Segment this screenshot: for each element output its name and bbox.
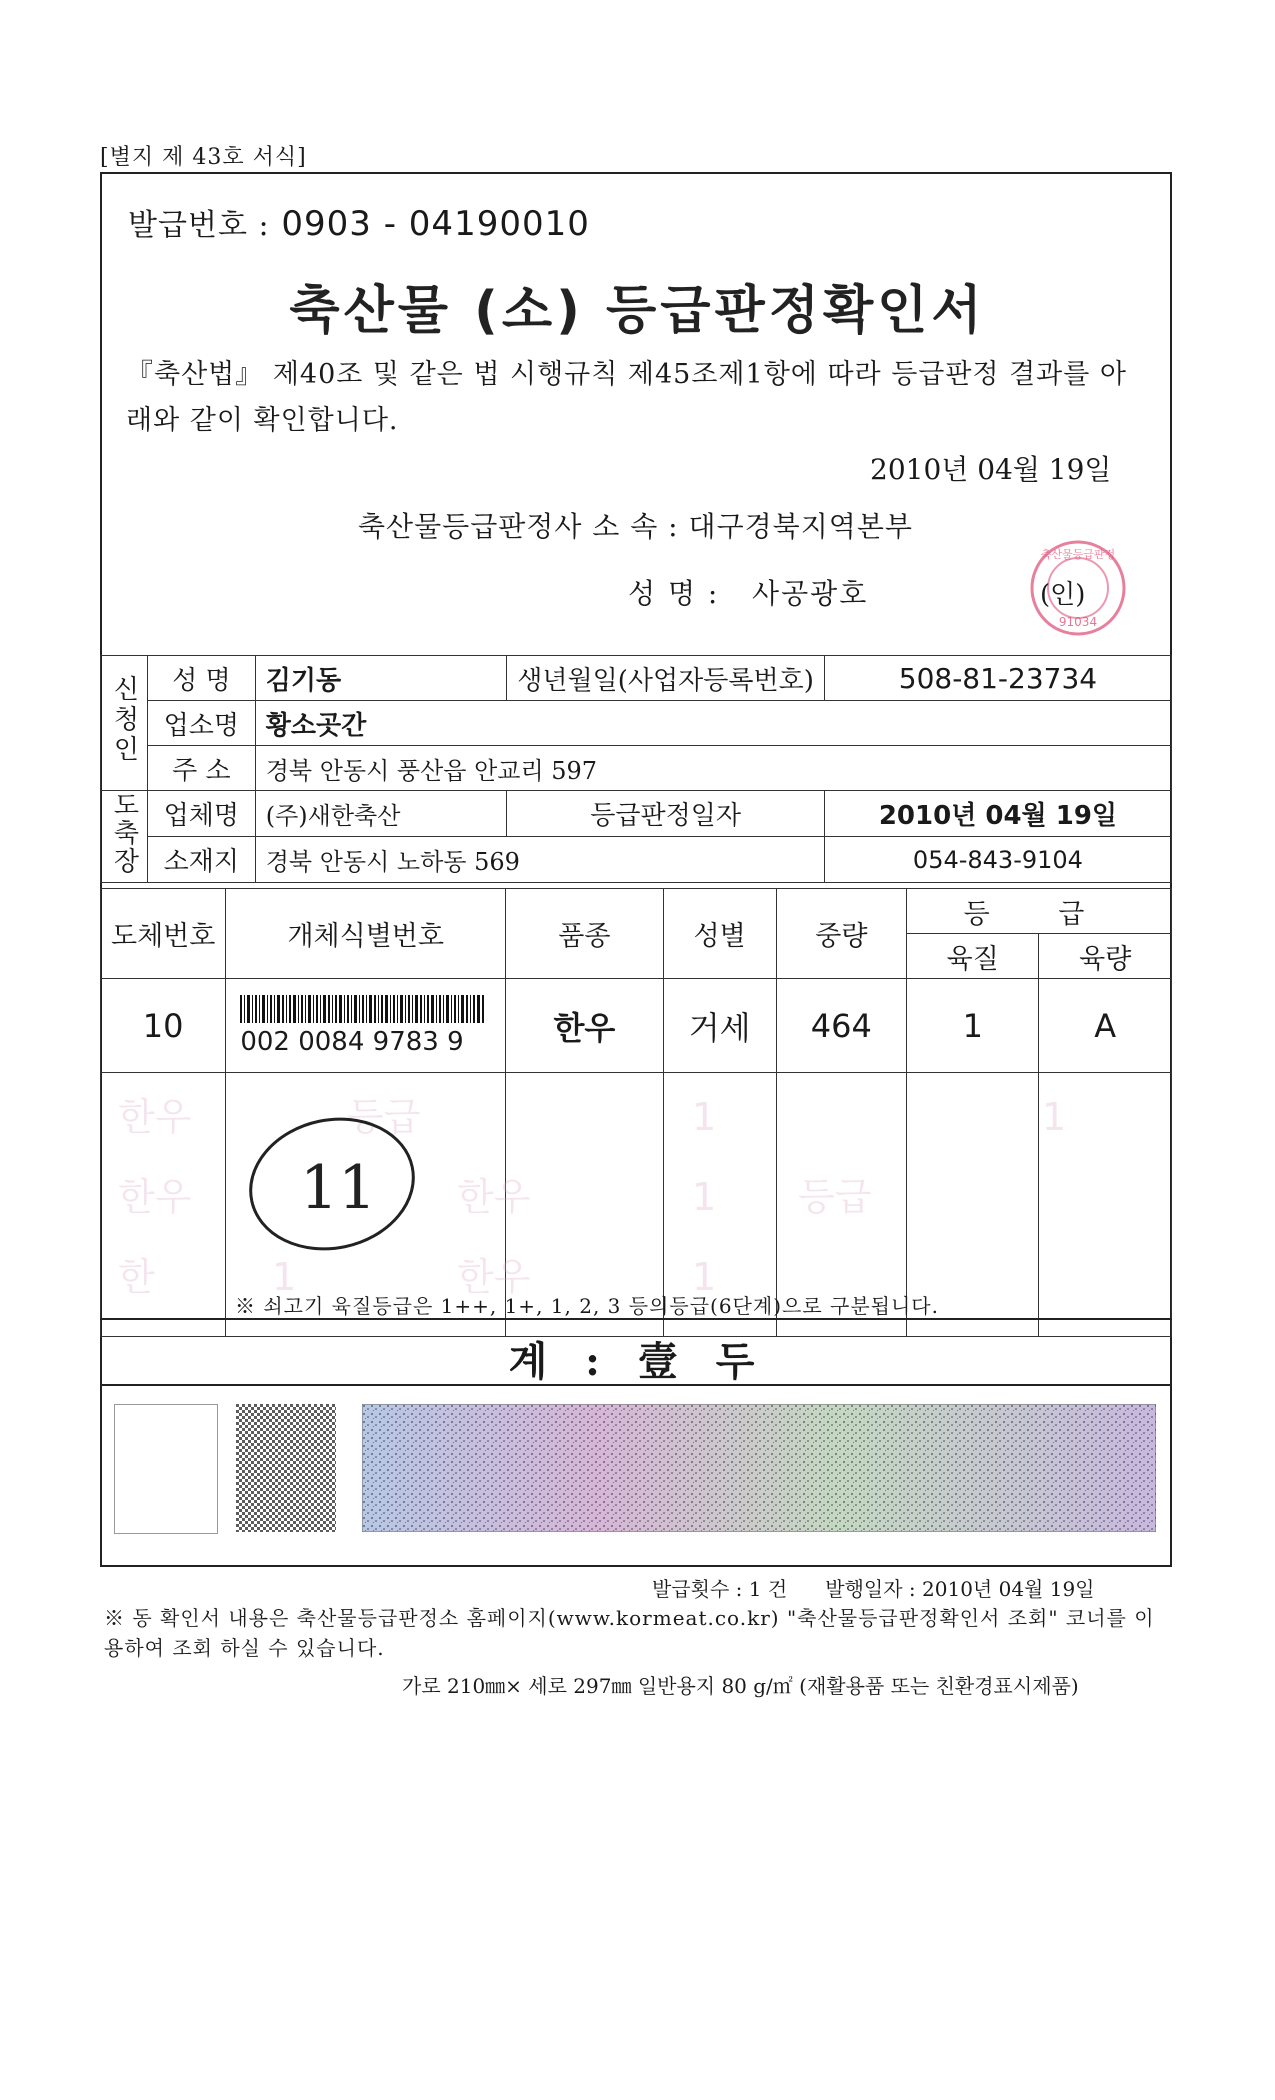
handwritten-number: 11 [300,1153,377,1223]
grade-note: ※ 쇠고기 육질등급은 1++, 1+, 1, 2, 3 등의등급(6단계)으로 구분됩니다. [235,1294,939,1318]
business-name-label: 업소명 [147,701,255,746]
applicant-address: 경북 안동시 풍산읍 안교리 597 [255,746,1171,791]
grader-affiliation [358,505,913,545]
breed-value: 한우 [506,979,664,1073]
yield-grade-header: 육량 [1039,934,1172,979]
notice-text: ※ 동 확인서 내용은 축산물등급판정소 홈페이지(www.kormeat.co.kr) "축산물등급판정확인서 조회" 코너를 이용하여 조회 하실 수 있습니다. [104,1606,1155,1660]
security-box [114,1404,218,1534]
svg-text:1: 1 [692,1175,717,1219]
form-number-label: [별지 제 43호 서식] [100,145,307,170]
breed-header: 품종 [506,889,664,979]
svg-text:등급: 등급 [347,1095,421,1139]
party-info-table [100,655,1172,883]
carcass-number: 10 [101,979,226,1073]
svg-text:한우: 한우 [118,1095,192,1139]
intro-text: 『축산법』 제40조 및 같은 법 시행규칙 제45조제1항에 따라 등급판정 결과를 아래와 같이 확인합니다. [126,359,1128,436]
location-value: 경북 안동시 노하동 569 [255,837,824,883]
location-label: 소재지 [147,837,255,883]
issue-number [128,200,590,244]
issue-number-value: 0903 - 04190010 [281,204,590,244]
quality-grade-header: 육질 [907,934,1039,979]
issue-number-label: 발급번호 : [128,208,270,243]
company-label: 업체명 [147,791,255,837]
slaughterhouse-section-label [101,791,148,883]
svg-text:1: 1 [1042,1095,1067,1139]
seal-number: 91034 [1058,615,1098,629]
applicant-birth: 508-81-23734 [824,656,1171,701]
applicant-name-label: 성 명 [147,656,255,701]
applicant-name: 김기동 [255,656,507,701]
total-divider-bottom [100,1384,1172,1386]
grader-affiliation-label: 축산물등급판정사 소 속 : [358,510,679,543]
grader-affiliation-value: 대구경북지역본부 [688,510,913,543]
id-number-header: 개체식별번호 [226,889,506,979]
sex-header: 성별 [663,889,776,979]
seal-label: (인) [1040,580,1086,610]
weight-value: 464 [776,979,906,1073]
barcode-icon [240,995,484,1023]
applicant-address-label: 주 소 [147,746,255,791]
paper-spec: 가로 210㎜× 세로 297㎜ 일반용지 80 g/㎡ (재활용품 또는 친환경표시제품) [402,1674,1079,1698]
grading-date: 2010년 04월 19일 [824,791,1171,837]
grade-header: 등 급 [907,889,1172,934]
grader-name-value: 사공광호 [752,577,869,610]
grader-name-label: 성 명 : [628,577,720,610]
company-name: (주)새한축산 [255,791,507,837]
grading-date-label: 등급판정일자 [507,791,825,837]
2d-code-icon [236,1404,336,1532]
issue-summary [652,1573,1095,1602]
yield-grade-value: A [1039,979,1172,1073]
grader-name [628,572,868,612]
seal-text: 축산물등급판정 [1040,548,1116,561]
security-pattern-icon [362,1404,1156,1532]
applicant-birth-label: 생년월일(사업자등록번호) [507,656,825,701]
issue-count: 발급횟수 : 1 건 [652,1577,788,1601]
svg-text:1: 1 [692,1095,717,1139]
id-number-cell [226,979,506,1073]
svg-text:등급: 등급 [798,1175,872,1219]
slaughterhouse-phone: 054-843-9104 [824,837,1171,883]
applicant-section-label [101,656,148,791]
svg-text:한우: 한우 [118,1175,192,1219]
footer-issue-date: 발행일자 : 2010년 04월 19일 [825,1577,1095,1601]
business-name: 황소곳간 [255,701,1171,746]
handwritten-mark [240,1110,420,1260]
applicant-section-text: 신청인 [108,674,139,765]
total-count: 계 : 壹 두 [508,1338,767,1385]
svg-text:한우: 한우 [457,1255,531,1299]
slaughterhouse-section-text: 도축장 [108,791,139,875]
svg-text:한우: 한우 [457,1175,531,1219]
quality-grade-value: 1 [907,979,1039,1073]
svg-text:1: 1 [692,1255,717,1299]
carcass-number-header: 도체번호 [101,889,226,979]
issue-date: 2010년 04월 19일 [870,453,1112,486]
sex-value: 거세 [663,979,776,1073]
svg-text:한: 한 [118,1255,155,1299]
weight-header: 중량 [776,889,906,979]
svg-text:1: 1 [272,1255,297,1299]
total-divider [100,1318,1172,1320]
id-number: 002 0084 9783 9 [240,1026,464,1057]
document-title: 축산물 (소) 등급판정확인서 [289,281,986,341]
